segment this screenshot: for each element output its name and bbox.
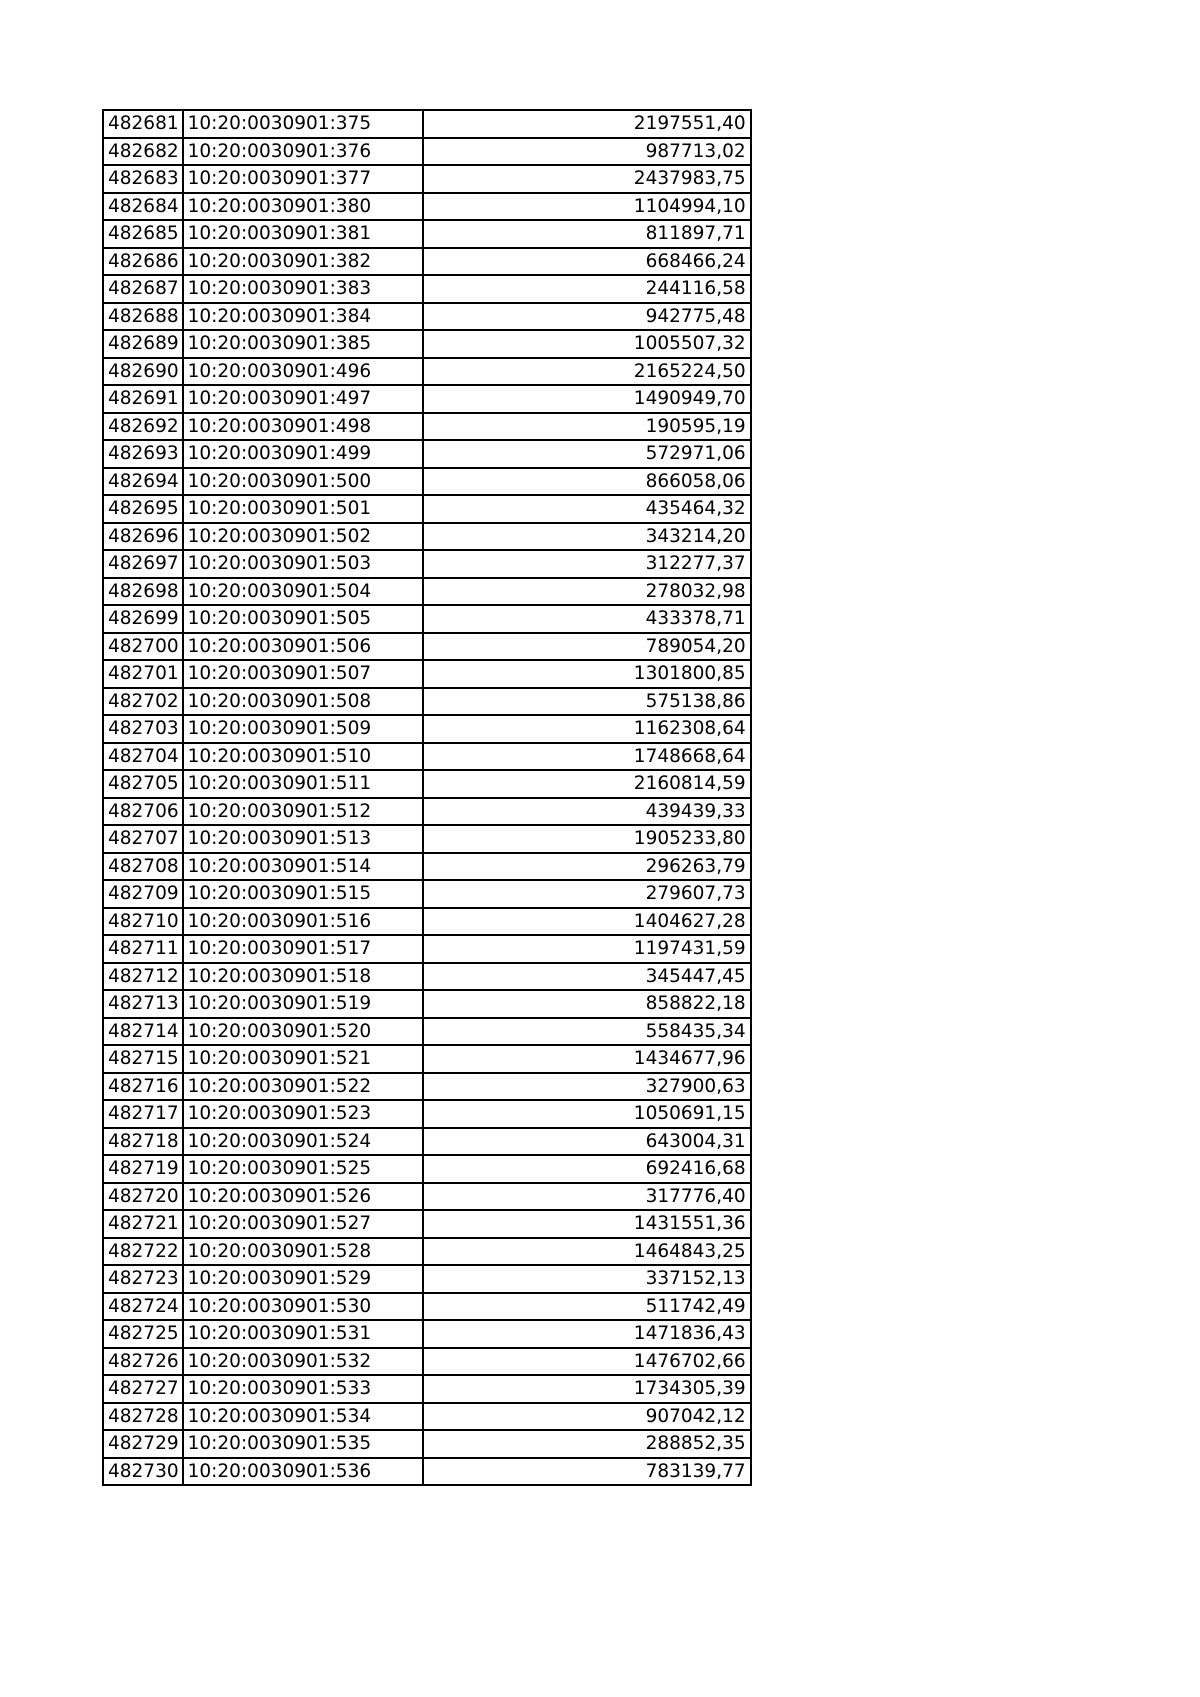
row-number-cell: 482689	[103, 330, 183, 358]
value-cell: 789054,20	[423, 633, 751, 661]
table-row	[103, 963, 751, 991]
row-number-cell: 482720	[103, 1183, 183, 1211]
table-row	[103, 220, 751, 248]
row-number-cell: 482717	[103, 1100, 183, 1128]
value-cell: 1905233,80	[423, 825, 751, 853]
row-number-cell: 482716	[103, 1073, 183, 1101]
cadastral-number-cell: 10:20:0030901:535	[183, 1430, 423, 1458]
value-cell: 317776,40	[423, 1183, 751, 1211]
value-cell: 244116,58	[423, 275, 751, 303]
value-cell: 343214,20	[423, 523, 751, 551]
row-number-cell: 482705	[103, 770, 183, 798]
value-cell: 558435,34	[423, 1018, 751, 1046]
row-number-cell: 482730	[103, 1458, 183, 1486]
cadastral-number-cell: 10:20:0030901:516	[183, 908, 423, 936]
table-row	[103, 1155, 751, 1183]
row-number-cell: 482702	[103, 688, 183, 716]
row-number-cell: 482699	[103, 605, 183, 633]
cadastral-number-cell: 10:20:0030901:511	[183, 770, 423, 798]
cadastral-number-cell: 10:20:0030901:533	[183, 1375, 423, 1403]
cadastral-number-cell: 10:20:0030901:381	[183, 220, 423, 248]
table-body	[103, 110, 751, 1485]
row-number-cell: 482723	[103, 1265, 183, 1293]
cadastral-number-cell: 10:20:0030901:496	[183, 358, 423, 386]
table-row	[103, 1073, 751, 1101]
value-cell: 190595,19	[423, 413, 751, 441]
value-cell: 435464,32	[423, 495, 751, 523]
row-number-cell: 482694	[103, 468, 183, 496]
cadastral-number-cell: 10:20:0030901:504	[183, 578, 423, 606]
value-cell: 575138,86	[423, 688, 751, 716]
value-cell: 1748668,64	[423, 743, 751, 771]
row-number-cell: 482711	[103, 935, 183, 963]
table-row	[103, 1375, 751, 1403]
row-number-cell: 482714	[103, 1018, 183, 1046]
data-table	[102, 109, 752, 1486]
value-cell: 811897,71	[423, 220, 751, 248]
table-row	[103, 688, 751, 716]
table-row	[103, 1210, 751, 1238]
row-number-cell: 482718	[103, 1128, 183, 1156]
cadastral-number-cell: 10:20:0030901:506	[183, 633, 423, 661]
row-number-cell: 482681	[103, 110, 183, 138]
row-number-cell: 482691	[103, 385, 183, 413]
row-number-cell: 482688	[103, 303, 183, 331]
value-cell: 511742,49	[423, 1293, 751, 1321]
table-row	[103, 853, 751, 881]
row-number-cell: 482724	[103, 1293, 183, 1321]
cadastral-number-cell: 10:20:0030901:534	[183, 1403, 423, 1431]
value-cell: 987713,02	[423, 138, 751, 166]
row-number-cell: 482707	[103, 825, 183, 853]
table-row	[103, 358, 751, 386]
cadastral-number-cell: 10:20:0030901:523	[183, 1100, 423, 1128]
table-row	[103, 1430, 751, 1458]
value-cell: 439439,33	[423, 798, 751, 826]
table-row	[103, 1100, 751, 1128]
table-row	[103, 660, 751, 688]
row-number-cell: 482704	[103, 743, 183, 771]
table-row	[103, 110, 751, 138]
table-row	[103, 1293, 751, 1321]
row-number-cell: 482686	[103, 248, 183, 276]
table-row	[103, 578, 751, 606]
cadastral-number-cell: 10:20:0030901:530	[183, 1293, 423, 1321]
cadastral-number-cell: 10:20:0030901:529	[183, 1265, 423, 1293]
table-row	[103, 935, 751, 963]
row-number-cell: 482697	[103, 550, 183, 578]
row-number-cell: 482682	[103, 138, 183, 166]
table-row	[103, 1348, 751, 1376]
value-cell: 1476702,66	[423, 1348, 751, 1376]
value-cell: 433378,71	[423, 605, 751, 633]
value-cell: 1490949,70	[423, 385, 751, 413]
table-row	[103, 165, 751, 193]
cadastral-number-cell: 10:20:0030901:524	[183, 1128, 423, 1156]
value-cell: 2437983,75	[423, 165, 751, 193]
table-row	[103, 1045, 751, 1073]
row-number-cell: 482700	[103, 633, 183, 661]
table-row	[103, 1320, 751, 1348]
cadastral-number-cell: 10:20:0030901:499	[183, 440, 423, 468]
cadastral-number-cell: 10:20:0030901:508	[183, 688, 423, 716]
value-cell: 1197431,59	[423, 935, 751, 963]
value-cell: 1471836,43	[423, 1320, 751, 1348]
row-number-cell: 482726	[103, 1348, 183, 1376]
row-number-cell: 482706	[103, 798, 183, 826]
cadastral-number-cell: 10:20:0030901:512	[183, 798, 423, 826]
value-cell: 278032,98	[423, 578, 751, 606]
value-cell: 668466,24	[423, 248, 751, 276]
value-cell: 1434677,96	[423, 1045, 751, 1073]
table-row	[103, 1018, 751, 1046]
table-row	[103, 880, 751, 908]
table-row	[103, 1403, 751, 1431]
value-cell: 1050691,15	[423, 1100, 751, 1128]
cadastral-number-cell: 10:20:0030901:525	[183, 1155, 423, 1183]
table-row	[103, 193, 751, 221]
cadastral-number-cell: 10:20:0030901:385	[183, 330, 423, 358]
value-cell: 783139,77	[423, 1458, 751, 1486]
table-row	[103, 1128, 751, 1156]
row-number-cell: 482722	[103, 1238, 183, 1266]
table-row	[103, 990, 751, 1018]
table-row	[103, 1458, 751, 1486]
cadastral-number-cell: 10:20:0030901:509	[183, 715, 423, 743]
cadastral-number-cell: 10:20:0030901:500	[183, 468, 423, 496]
cadastral-number-cell: 10:20:0030901:527	[183, 1210, 423, 1238]
row-number-cell: 482695	[103, 495, 183, 523]
cadastral-number-cell: 10:20:0030901:383	[183, 275, 423, 303]
value-cell: 279607,73	[423, 880, 751, 908]
value-cell: 866058,06	[423, 468, 751, 496]
table-row	[103, 413, 751, 441]
table-row	[103, 825, 751, 853]
table-row	[103, 715, 751, 743]
table-row	[103, 633, 751, 661]
row-number-cell: 482728	[103, 1403, 183, 1431]
cadastral-number-cell: 10:20:0030901:502	[183, 523, 423, 551]
table-row	[103, 1183, 751, 1211]
value-cell: 1734305,39	[423, 1375, 751, 1403]
table-row	[103, 495, 751, 523]
value-cell: 337152,13	[423, 1265, 751, 1293]
row-number-cell: 482710	[103, 908, 183, 936]
value-cell: 1431551,36	[423, 1210, 751, 1238]
cadastral-number-cell: 10:20:0030901:377	[183, 165, 423, 193]
cadastral-number-cell: 10:20:0030901:376	[183, 138, 423, 166]
cadastral-number-cell: 10:20:0030901:536	[183, 1458, 423, 1486]
value-cell: 907042,12	[423, 1403, 751, 1431]
row-number-cell: 482703	[103, 715, 183, 743]
row-number-cell: 482708	[103, 853, 183, 881]
value-cell: 2160814,59	[423, 770, 751, 798]
row-number-cell: 482696	[103, 523, 183, 551]
cadastral-number-cell: 10:20:0030901:532	[183, 1348, 423, 1376]
value-cell: 858822,18	[423, 990, 751, 1018]
value-cell: 288852,35	[423, 1430, 751, 1458]
cadastral-number-cell: 10:20:0030901:521	[183, 1045, 423, 1073]
value-cell: 327900,63	[423, 1073, 751, 1101]
cadastral-number-cell: 10:20:0030901:498	[183, 413, 423, 441]
cadastral-number-cell: 10:20:0030901:384	[183, 303, 423, 331]
value-cell: 1104994,10	[423, 193, 751, 221]
cadastral-number-cell: 10:20:0030901:501	[183, 495, 423, 523]
cadastral-number-cell: 10:20:0030901:513	[183, 825, 423, 853]
table-row	[103, 550, 751, 578]
table-row	[103, 798, 751, 826]
cadastral-number-cell: 10:20:0030901:528	[183, 1238, 423, 1266]
value-cell: 1301800,85	[423, 660, 751, 688]
value-cell: 1162308,64	[423, 715, 751, 743]
value-cell: 692416,68	[423, 1155, 751, 1183]
row-number-cell: 482701	[103, 660, 183, 688]
table-row	[103, 743, 751, 771]
table-row	[103, 523, 751, 551]
cadastral-number-cell: 10:20:0030901:514	[183, 853, 423, 881]
cadastral-number-cell: 10:20:0030901:531	[183, 1320, 423, 1348]
cadastral-number-cell: 10:20:0030901:497	[183, 385, 423, 413]
cadastral-number-cell: 10:20:0030901:503	[183, 550, 423, 578]
row-number-cell: 482685	[103, 220, 183, 248]
row-number-cell: 482719	[103, 1155, 183, 1183]
table-row	[103, 1238, 751, 1266]
value-cell: 345447,45	[423, 963, 751, 991]
value-cell: 1464843,25	[423, 1238, 751, 1266]
cadastral-number-cell: 10:20:0030901:510	[183, 743, 423, 771]
table-row	[103, 1265, 751, 1293]
table-row	[103, 303, 751, 331]
table-row	[103, 330, 751, 358]
table-row	[103, 770, 751, 798]
table-row	[103, 275, 751, 303]
cadastral-number-cell: 10:20:0030901:517	[183, 935, 423, 963]
value-cell: 643004,31	[423, 1128, 751, 1156]
row-number-cell: 482709	[103, 880, 183, 908]
table-row	[103, 605, 751, 633]
cadastral-number-cell: 10:20:0030901:522	[183, 1073, 423, 1101]
table-row	[103, 440, 751, 468]
row-number-cell: 482721	[103, 1210, 183, 1238]
cadastral-number-cell: 10:20:0030901:375	[183, 110, 423, 138]
row-number-cell: 482727	[103, 1375, 183, 1403]
value-cell: 1404627,28	[423, 908, 751, 936]
row-number-cell: 482715	[103, 1045, 183, 1073]
cadastral-number-cell: 10:20:0030901:380	[183, 193, 423, 221]
row-number-cell: 482683	[103, 165, 183, 193]
row-number-cell: 482698	[103, 578, 183, 606]
row-number-cell: 482725	[103, 1320, 183, 1348]
cadastral-number-cell: 10:20:0030901:505	[183, 605, 423, 633]
row-number-cell: 482713	[103, 990, 183, 1018]
row-number-cell: 482684	[103, 193, 183, 221]
value-cell: 296263,79	[423, 853, 751, 881]
row-number-cell: 482693	[103, 440, 183, 468]
row-number-cell: 482712	[103, 963, 183, 991]
value-cell: 312277,37	[423, 550, 751, 578]
table-row	[103, 138, 751, 166]
cadastral-number-cell: 10:20:0030901:520	[183, 1018, 423, 1046]
value-cell: 942775,48	[423, 303, 751, 331]
value-cell: 572971,06	[423, 440, 751, 468]
cadastral-number-cell: 10:20:0030901:382	[183, 248, 423, 276]
cadastral-number-cell: 10:20:0030901:518	[183, 963, 423, 991]
table-row	[103, 385, 751, 413]
value-cell: 2197551,40	[423, 110, 751, 138]
cadastral-number-cell: 10:20:0030901:507	[183, 660, 423, 688]
table-row	[103, 248, 751, 276]
cadastral-number-cell: 10:20:0030901:526	[183, 1183, 423, 1211]
value-cell: 1005507,32	[423, 330, 751, 358]
table-row	[103, 468, 751, 496]
cadastral-number-cell: 10:20:0030901:515	[183, 880, 423, 908]
value-cell: 2165224,50	[423, 358, 751, 386]
row-number-cell: 482692	[103, 413, 183, 441]
row-number-cell: 482690	[103, 358, 183, 386]
row-number-cell: 482687	[103, 275, 183, 303]
cadastral-number-cell: 10:20:0030901:519	[183, 990, 423, 1018]
table-row	[103, 908, 751, 936]
row-number-cell: 482729	[103, 1430, 183, 1458]
